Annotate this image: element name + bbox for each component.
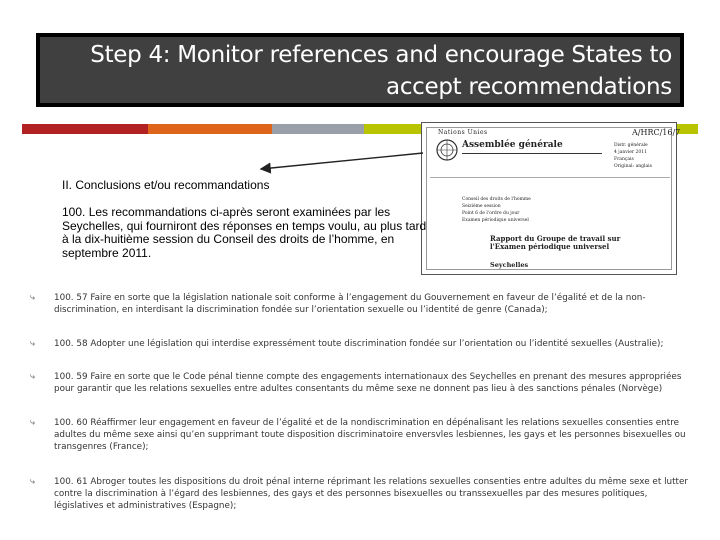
accent-band-red <box>22 124 148 134</box>
excerpt-paragraph: 100. Les recommandations ci-après seront examinées par les Seychelles, qui fourniront des réponses en temps voulu, au plus tard à la dix-huitième session du Conseil des droits de l’homme, en septembre 2011. <box>62 205 427 260</box>
recommendation-item: 100. 59 Faire en sorte que le Code pénal tienne compte des engagements internationaux des Seychelles en prenant des mesures appropriées pour garantir que les relations sexuelles entre adultes consentants du même sexe ne donnent pas lieu à des sanctions pénales (Norvège) <box>54 372 682 394</box>
document-left-3: Point 6 de l'ordre du jour <box>462 211 520 216</box>
recommendation-item: 100. 57 Faire en sorte que la législation nationale soit conforme à l’engagement du Gouvernement en faveur de l’égalité et de la non-discrimination, en interdisant la discrimination fondée sur l’orientation sexuelle ou l’identité de genre (Canada); <box>54 293 646 315</box>
recommendation-item: 100. 61 Abroger toutes les dispositions du droit pénal interne réprimant les relations sexuelles consenties entre adultes du même sexe et lutter contre la discrimination à l’égard des lesbiennes, des gays et des personnes bisexuelles ou transsexuelles par des mesures politiques, législatives et administratives (Espagne); <box>54 477 689 511</box>
accent-band-gray <box>272 124 364 134</box>
bullet-icon: ⤷ <box>30 339 36 349</box>
document-left-2: Seizième session <box>462 204 501 209</box>
document-meta-2: 4 janvier 2011 <box>614 150 647 155</box>
document-meta-3: Français <box>614 157 634 162</box>
document-report-title: Rapport du Groupe de travail sur l'Examen périodique universel <box>490 234 621 251</box>
bullet-icon: ⤷ <box>30 293 36 303</box>
document-body: Assemblée générale <box>462 140 563 150</box>
un-emblem-icon <box>436 139 458 161</box>
document-left-1: Conseil des droits de l'homme <box>462 197 531 202</box>
slide-title: Step 4: Monitor references and encourage States to accept recommendations <box>40 37 680 103</box>
document-divider <box>430 177 670 178</box>
document-rule <box>462 153 602 154</box>
document-org: Nations Unies <box>438 129 488 136</box>
recommendation-item: 100. 58 Adopter une législation qui interdise expressément toute discrimination fondée sur l’orientation ou l’identité sexuelles (Australie); <box>54 339 664 349</box>
recommendation-item: 100. 60 Réaffirmer leur engagement en faveur de l’égalité et de la nondiscrimination en dépénalisant les relations sexuelles consenties entre adultes du même sexe ainsi qu’en supprimant toute disposition discriminatoire enversvles lesbiennes, les gays et les personnes bisexuelles ou transgenres (France); <box>54 418 686 452</box>
bullet-icon: ⤷ <box>30 477 36 487</box>
accent-band-orange <box>148 124 272 134</box>
document-country: Seychelles <box>490 261 529 269</box>
excerpt-heading: II. Conclusions et/ou recommandations <box>62 178 270 192</box>
bullet-icon: ⤷ <box>30 418 36 428</box>
document-meta-4: Original: anglais <box>614 164 652 169</box>
document-left-4: Examen périodique universel <box>462 218 529 223</box>
un-document-thumbnail <box>421 122 681 275</box>
document-meta-1: Distr. générale <box>614 143 648 148</box>
bullet-icon: ⤷ <box>30 372 36 382</box>
pointer-arrow-icon <box>255 145 425 175</box>
document-code: A/HRC/16/7 <box>632 128 681 137</box>
